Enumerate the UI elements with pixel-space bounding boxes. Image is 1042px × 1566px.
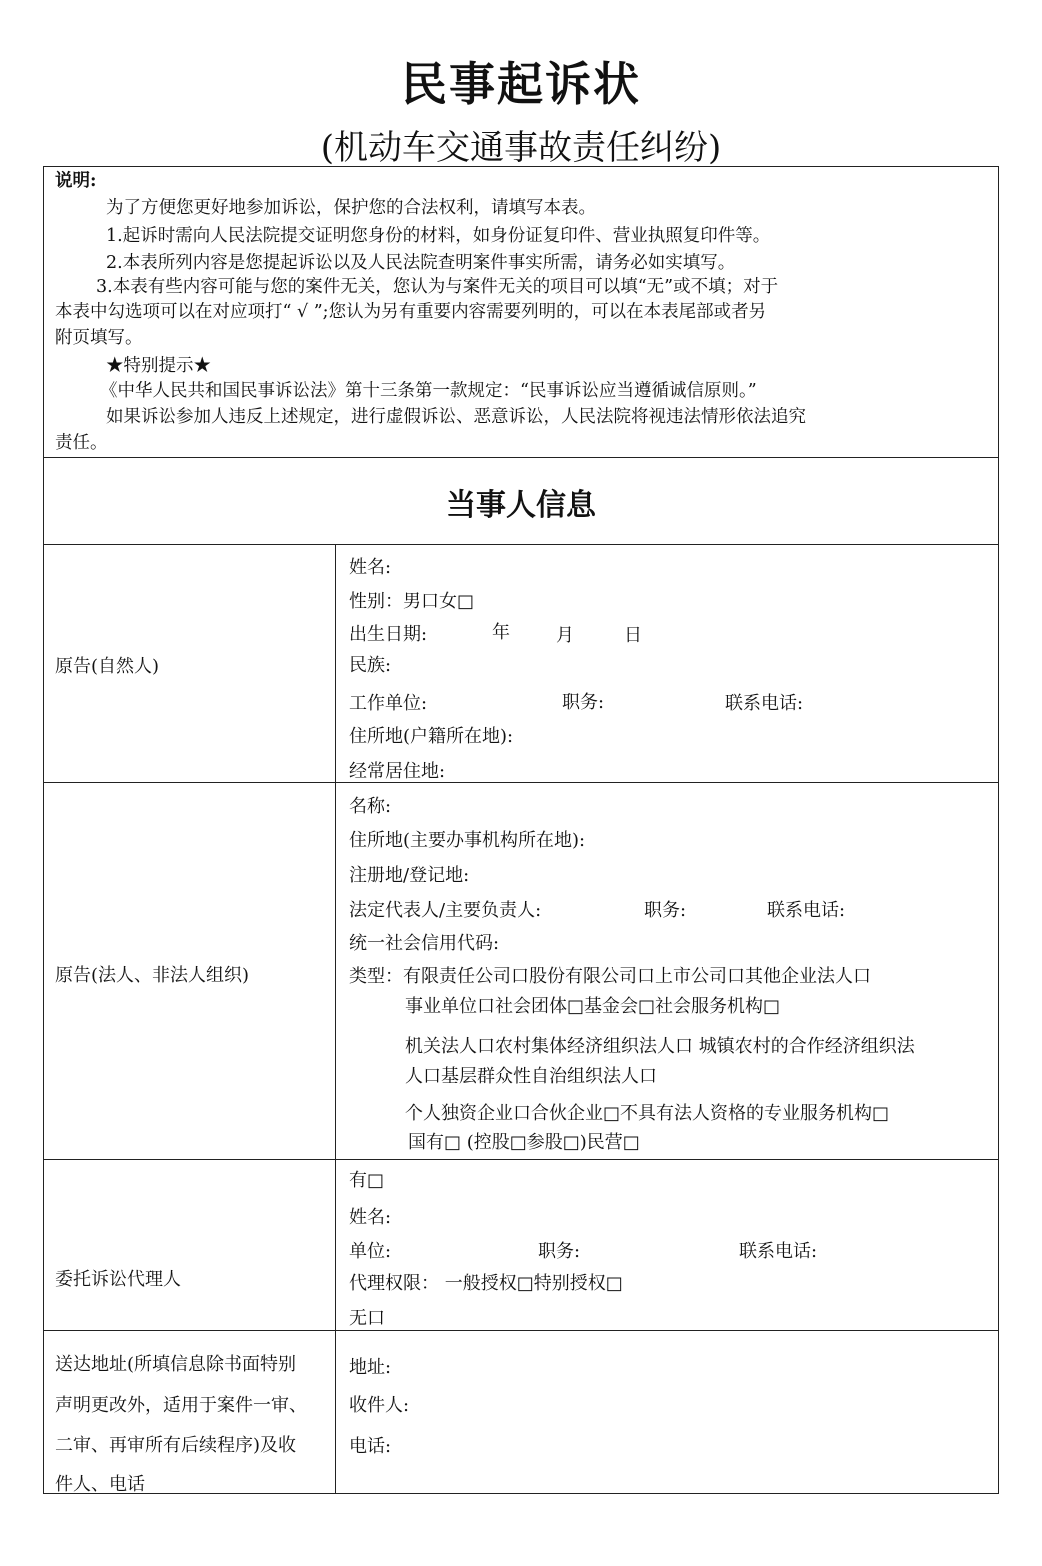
agent-position-field[interactable]: 职务:: [538, 1241, 581, 1262]
plaintiff-person-label: 原告(自然人): [55, 656, 160, 677]
instructions-item-3-end: 附页填写。: [55, 328, 143, 348]
agent-authority-options[interactable]: 代理权限： 一般授权□特别授权□: [349, 1273, 623, 1294]
person-birth-field[interactable]: 出生日期:: [349, 624, 428, 645]
person-position-field[interactable]: 职务:: [562, 692, 605, 713]
service-recipient-field[interactable]: 收件人:: [349, 1395, 410, 1416]
instructions-item-2: 2.本表所列内容是您提起诉讼以及人民法院查明案件事实所需，请务必如实填写。: [106, 253, 736, 273]
service-address-field[interactable]: 地址:: [349, 1357, 392, 1378]
service-label-2: 声明更改外，适用于案件一审、: [55, 1395, 307, 1416]
agent-phone-field[interactable]: 联系电话:: [739, 1241, 818, 1262]
document-subtitle: (机动车交通事故责任纠纷): [320, 128, 722, 168]
law-citation: 《中华人民共和国民事诉讼法》第十三条第一款规定：“民事诉讼应当遵循诚信原则。”: [100, 381, 757, 401]
agent-name-field[interactable]: 姓名:: [349, 1207, 392, 1228]
birth-year-label: 年: [492, 622, 510, 643]
person-phone-field[interactable]: 联系电话:: [725, 693, 804, 714]
special-notice: ★特别提示★: [106, 356, 211, 376]
birth-day-label: 日: [624, 625, 642, 646]
agent-label: 委托诉讼代理人: [55, 1269, 181, 1290]
instructions-item-3: 3.本表有些内容可能与您的案件无关，您认为与案件无关的项目可以填“无”或不填；对于: [96, 277, 779, 297]
divider-agent: [43, 1330, 999, 1331]
warning-text: 如果诉讼参加人违反上述规定，进行虚假诉讼、恶意诉讼，人民法院将视违法情形依法追究: [106, 407, 806, 427]
divider-section-title: [43, 544, 999, 545]
person-residence-field[interactable]: 经常居住地:: [349, 761, 446, 782]
person-gender-field[interactable]: 性别：男口女□: [349, 591, 475, 612]
service-label-4: 件人、电话: [55, 1474, 145, 1495]
divider-notes: [43, 457, 999, 458]
warning-text-end: 责任。: [55, 433, 108, 453]
plaintiff-org-label: 原告(法人、非法人组织): [55, 965, 250, 986]
org-type-options[interactable]: 类型：有限责任公司口股份有限公司口上市公司口其他企业法人口: [349, 966, 871, 987]
org-position-field[interactable]: 职务:: [644, 900, 687, 921]
service-label-3: 二审、再审所有后续程序)及收: [55, 1435, 297, 1456]
instructions-item-1: 1.起诉时需向人民法院提交证明您身份的材料，如身份证复印件、营业执照复印件等。: [106, 226, 771, 246]
org-phone-field[interactable]: 联系电话:: [767, 900, 846, 921]
agent-none-checkbox[interactable]: 无口: [349, 1308, 385, 1329]
instructions-item-3-cont: 本表中勾选项可以在对应项打“ √ ”;您认为另有重要内容需要列明的，可以在本表尾部或者另: [55, 302, 767, 322]
instructions-heading: 说明:: [55, 171, 97, 191]
section-title: 当事人信息: [446, 488, 596, 523]
org-type-options-3[interactable]: 机关法人口农村集体经济组织法人口 城镇农村的合作经济组织法: [405, 1036, 915, 1057]
divider-plaintiff-person: [43, 782, 999, 783]
person-ethnicity-field[interactable]: 民族:: [349, 655, 392, 676]
org-credit-code-field[interactable]: 统一社会信用代码:: [349, 933, 500, 954]
org-name-field[interactable]: 名称:: [349, 796, 392, 817]
org-legal-rep-field[interactable]: 法定代表人/主要负责人:: [349, 900, 542, 921]
org-address-field[interactable]: 住所地(主要办事机构所在地):: [349, 830, 586, 851]
service-label: 送达地址(所填信息除书面特别: [55, 1354, 297, 1375]
agent-has-checkbox[interactable]: 有□: [349, 1170, 385, 1191]
org-type-options-2[interactable]: 事业单位口社会团体□基金会□社会服务机构□: [405, 996, 781, 1017]
org-type-options-5[interactable]: 个人独资企业口合伙企业□不具有法人资格的专业服务机构□: [405, 1103, 890, 1124]
birth-month-label: 月: [556, 625, 574, 646]
column-divider: [335, 544, 336, 1494]
divider-plaintiff-org: [43, 1159, 999, 1160]
org-type-options-4[interactable]: 人口基层群众性自治组织法人口: [405, 1066, 657, 1087]
service-phone-field[interactable]: 电话:: [349, 1436, 392, 1457]
person-employer-field[interactable]: 工作单位:: [349, 693, 428, 714]
org-type-options-6[interactable]: 国有□ (控股□参股□)民营□: [408, 1132, 640, 1153]
person-domicile-field[interactable]: 住所地(户籍所在地):: [349, 726, 514, 747]
instructions-intro: 为了方便您更好地参加诉讼，保护您的合法权利，请填写本表。: [106, 198, 596, 218]
org-registered-field[interactable]: 注册地/登记地:: [349, 865, 470, 886]
document-title: 民事起诉状: [401, 57, 641, 111]
person-name-field[interactable]: 姓名:: [349, 557, 392, 578]
agent-unit-field[interactable]: 单位:: [349, 1241, 392, 1262]
